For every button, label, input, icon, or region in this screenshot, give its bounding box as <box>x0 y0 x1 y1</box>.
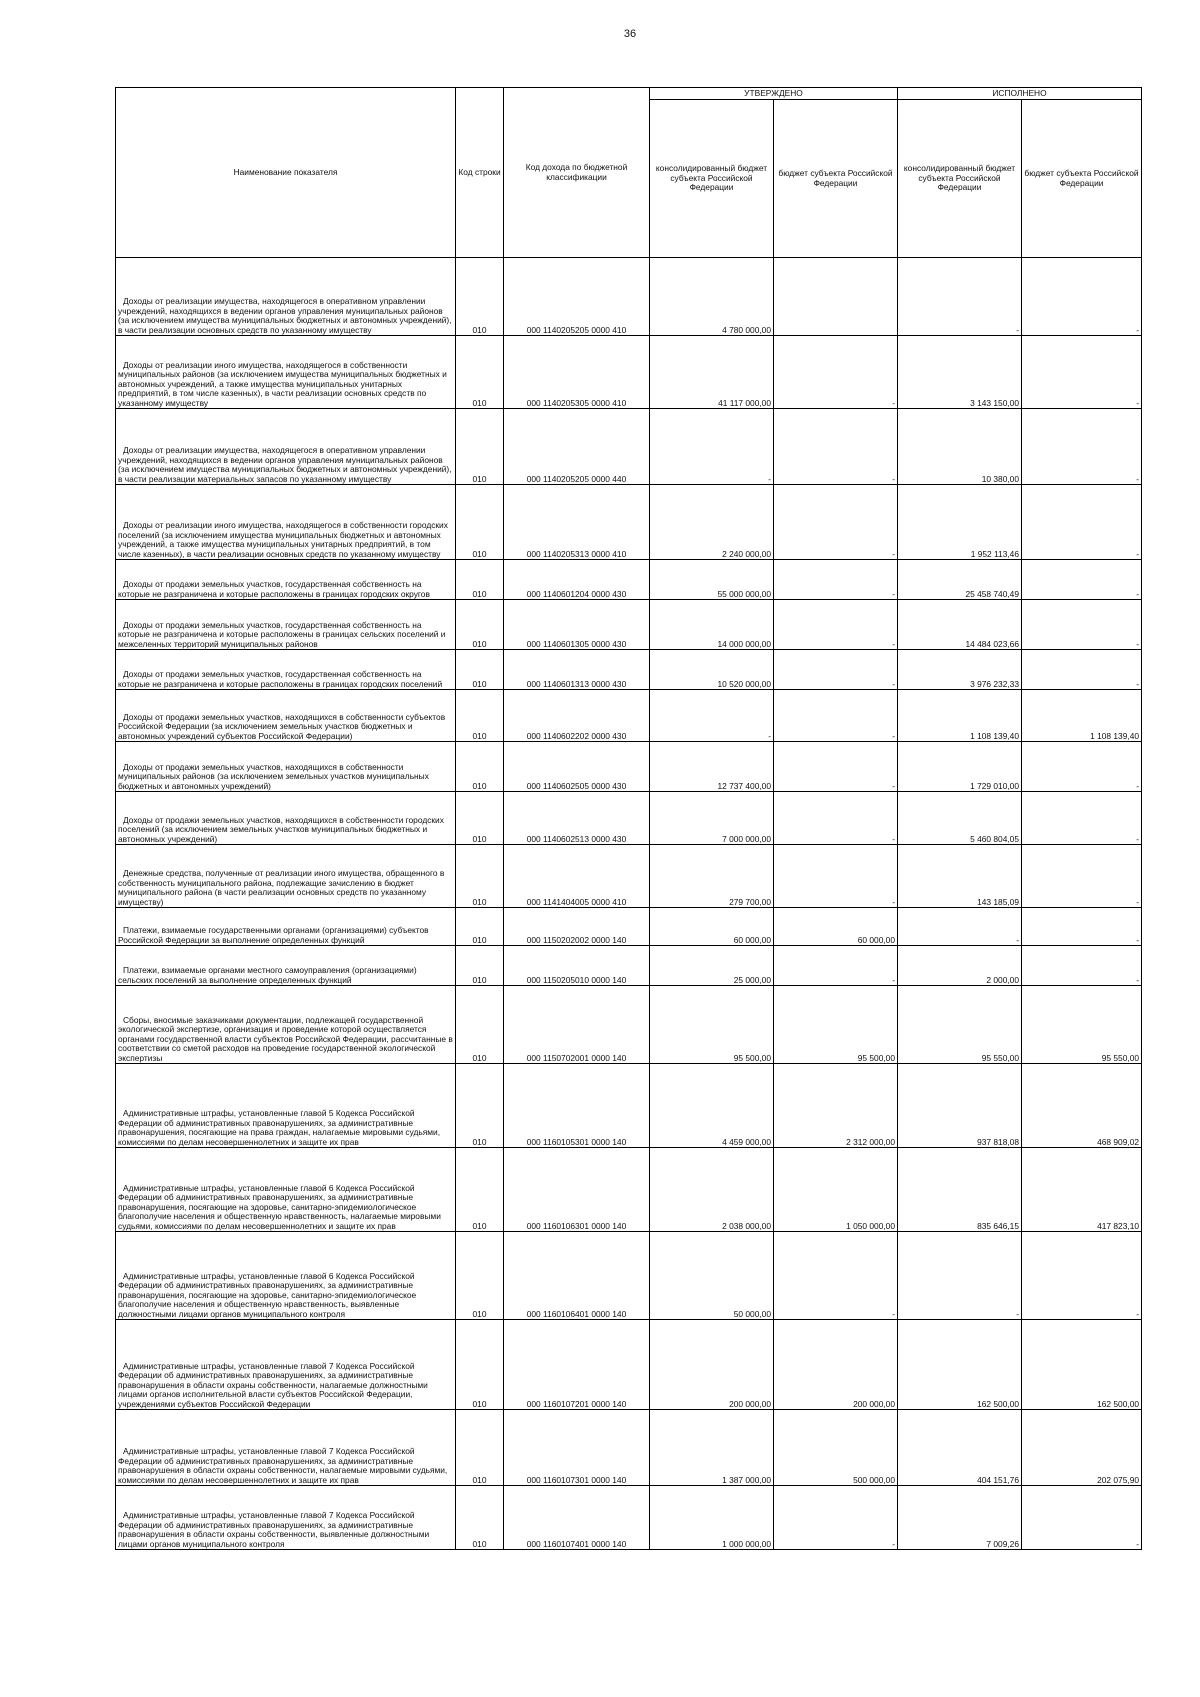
row-code: 010 <box>456 908 504 946</box>
table-row <box>116 946 1142 986</box>
row-executed-subject: - <box>1022 258 1142 336</box>
row-name-text: Доходы от реализации имущества, находящегося в оперативном управлении учреждений, находящихся в ведении органов управления муниципальных районов (за исключением имущества муниципальных бюджетных и автономных учреждений), в части реализации основных средств по указанному имуществу <box>118 296 452 335</box>
row-executed-subject: - <box>1022 409 1142 485</box>
row-income-code: 000 1150702001 0000 140 <box>504 986 650 1064</box>
row-approved-subject: 95 500,00 <box>774 986 898 1064</box>
row-approved-subject: - <box>774 336 898 409</box>
row-executed-consolidated: 937 818,08 <box>898 1064 1022 1148</box>
row-name <box>116 1486 456 1550</box>
table-row <box>116 258 1142 336</box>
table-row <box>116 1320 1142 1410</box>
row-code: 010 <box>456 1148 504 1232</box>
row-approved-subject: - <box>774 485 898 560</box>
row-approved-subject: - <box>774 690 898 742</box>
table-row <box>116 409 1142 485</box>
row-executed-consolidated: 10 380,00 <box>898 409 1022 485</box>
row-income-code: 000 1150205010 0000 140 <box>504 946 650 986</box>
row-income-code: 000 1140601313 0000 430 <box>504 650 650 690</box>
row-income-code: 000 1160107201 0000 140 <box>504 1320 650 1410</box>
row-approved-consolidated: 10 520 000,00 <box>650 650 774 690</box>
table-row <box>116 1148 1142 1232</box>
row-income-code: 000 1140601204 0000 430 <box>504 560 650 600</box>
row-income-code: 000 1160105301 0000 140 <box>504 1064 650 1148</box>
row-code: 010 <box>456 986 504 1064</box>
row-name <box>116 690 456 742</box>
row-code: 010 <box>456 485 504 560</box>
row-name-text: Доходы от реализации имущества, находящегося в оперативном управлении учреждений, находящихся в ведении органов управления муниципальных районов (за исключением имущества муниципальных бюджетных и автономных учреждений), в части реализации материальных запасов по указанному имуществу <box>118 445 452 484</box>
row-approved-subject: - <box>774 560 898 600</box>
row-approved-subject: - <box>774 600 898 650</box>
row-executed-consolidated: 835 646,15 <box>898 1148 1022 1232</box>
table-row <box>116 690 1142 742</box>
row-code: 010 <box>456 742 504 792</box>
table-row <box>116 908 1142 946</box>
row-approved-subject: - <box>774 792 898 845</box>
row-income-code: 000 1150202002 0000 140 <box>504 908 650 946</box>
row-name-text: Платежи, взимаемые органами местного самоуправления (организациями) сельских поселений за выполнение определенных функций <box>118 965 417 985</box>
row-approved-subject: - <box>774 650 898 690</box>
row-income-code: 000 1160107401 0000 140 <box>504 1486 650 1550</box>
table-row <box>116 986 1142 1064</box>
table-row <box>116 1232 1142 1320</box>
row-name <box>116 845 456 908</box>
row-code: 010 <box>456 409 504 485</box>
row-approved-consolidated: 60 000,00 <box>650 908 774 946</box>
row-executed-consolidated: - <box>898 258 1022 336</box>
row-code: 010 <box>456 792 504 845</box>
row-name-text: Сборы, вносимые заказчиками документации, подлежащей государственной экологической экспертизе, организация и проведение которой осуществляется органами государственной власти субъектов Российской Федерации, рассчитанные в соответствии со сметой расходов на проведение государственной экологической экспертизы <box>118 1014 453 1063</box>
row-code: 010 <box>456 845 504 908</box>
row-executed-subject: - <box>1022 336 1142 409</box>
row-executed-consolidated: 162 500,00 <box>898 1320 1022 1410</box>
row-name <box>116 946 456 986</box>
row-approved-subject <box>774 258 898 336</box>
header-group-executed: ИСПОЛНЕНО <box>898 88 1142 100</box>
row-approved-subject: 1 050 000,00 <box>774 1148 898 1232</box>
row-approved-consolidated: 95 500,00 <box>650 986 774 1064</box>
header-executed-subject: бюджет субъекта Российской Федерации <box>1022 100 1142 258</box>
row-approved-subject: 60 000,00 <box>774 908 898 946</box>
row-name-text: Административные штрафы, установленные главой 6 Кодекса Российской Федерации об административных правонарушениях, за административные правонарушения, посягающие на здоровье, санитарно-эпидемиологическое благополучие населения и общественную нравственность, налагаемые мировыми судьями, комиссиями по делам несовершеннолетних и защите их прав <box>118 1182 441 1231</box>
row-name-text: Доходы от продажи земельных участков, государственная собственность на которые не разграничена и которые расположены в границах городских округов <box>118 579 430 599</box>
header-executed-consolidated: консолидированный бюджет субъекта Российской Федерации <box>898 100 1022 258</box>
row-executed-subject: - <box>1022 650 1142 690</box>
row-approved-consolidated: 55 000 000,00 <box>650 560 774 600</box>
row-name <box>116 1410 456 1486</box>
row-approved-consolidated: - <box>650 409 774 485</box>
row-approved-subject: - <box>774 845 898 908</box>
row-name-text: Денежные средства, полученные от реализации иного имущества, обращенного в собственность муниципального района, подлежащие зачислению в бюджет муниципального района (в части реализации основных средств по указанному имуществу) <box>118 868 445 907</box>
row-executed-subject: - <box>1022 485 1142 560</box>
row-approved-consolidated: 4 780 000,00 <box>650 258 774 336</box>
table-row <box>116 1486 1142 1550</box>
header-income-code: Код дохода по бюджетной классификации <box>504 88 650 258</box>
row-name <box>116 336 456 409</box>
row-name-text: Доходы от продажи земельных участков, находящихся в собственности городских поселений (за исключением земельных участков муниципальных бюджетных и автономных учреждений) <box>118 814 444 844</box>
table-row <box>116 1410 1142 1486</box>
row-income-code: 000 1160107301 0000 140 <box>504 1410 650 1486</box>
row-income-code: 000 1140602202 0000 430 <box>504 690 650 742</box>
row-name-text: Доходы от продажи земельных участков, находящихся в собственности муниципальных районов (за исключением земельных участков муниципальных бюджетных и автономных учреждений) <box>118 761 429 791</box>
row-executed-consolidated: - <box>898 1232 1022 1320</box>
row-executed-subject: - <box>1022 1232 1142 1320</box>
row-approved-subject: 200 000,00 <box>774 1320 898 1410</box>
row-executed-consolidated: 3 143 150,00 <box>898 336 1022 409</box>
header-code: Код строки <box>456 88 504 258</box>
row-name <box>116 1064 456 1148</box>
row-approved-consolidated: 50 000,00 <box>650 1232 774 1320</box>
row-code: 010 <box>456 258 504 336</box>
row-approved-consolidated: 2 240 000,00 <box>650 485 774 560</box>
row-executed-consolidated: - <box>898 908 1022 946</box>
row-approved-consolidated: 41 117 000,00 <box>650 336 774 409</box>
row-income-code: 000 1140205313 0000 410 <box>504 485 650 560</box>
row-executed-subject: - <box>1022 560 1142 600</box>
row-approved-consolidated: - <box>650 690 774 742</box>
row-code: 010 <box>456 560 504 600</box>
row-name <box>116 1148 456 1232</box>
row-executed-consolidated: 404 151,76 <box>898 1410 1022 1486</box>
row-income-code: 000 1140205205 0000 440 <box>504 409 650 485</box>
row-code: 010 <box>456 600 504 650</box>
row-approved-subject: - <box>774 1486 898 1550</box>
row-income-code: 000 1141404005 0000 410 <box>504 845 650 908</box>
row-code: 010 <box>456 690 504 742</box>
header-approved-consolidated: консолидированный бюджет субъекта Российской Федерации <box>650 100 774 258</box>
row-executed-consolidated: 1 729 010,00 <box>898 742 1022 792</box>
row-approved-consolidated: 279 700,00 <box>650 845 774 908</box>
row-name <box>116 409 456 485</box>
page-number: 36 <box>623 28 637 40</box>
row-executed-subject: - <box>1022 792 1142 845</box>
row-name-text: Административные штрафы, установленные главой 7 Кодекса Российской Федерации об административных правонарушениях, за административные правонарушения в области охраны собственности, налагаемые мировыми судьями, комиссиями по делам несовершеннолетних и защите их прав <box>118 1446 448 1485</box>
row-executed-subject: 417 823,10 <box>1022 1148 1142 1232</box>
row-name <box>116 742 456 792</box>
row-executed-consolidated: 3 976 232,33 <box>898 650 1022 690</box>
row-approved-consolidated: 2 038 000,00 <box>650 1148 774 1232</box>
row-executed-consolidated: 14 484 023,66 <box>898 600 1022 650</box>
row-executed-consolidated: 1 952 113,46 <box>898 485 1022 560</box>
row-approved-consolidated: 25 000,00 <box>650 946 774 986</box>
row-name-text: Административные штрафы, установленные главой 7 Кодекса Российской Федерации об административных правонарушениях, за административные правонарушения в области охраны собственности, налагаемые должностными лицами органов исполнительной власти субъектов Российской Федерации, учреждениями субъектов Российской Федерации <box>118 1360 428 1409</box>
row-income-code: 000 1160106301 0000 140 <box>504 1148 650 1232</box>
row-executed-subject: - <box>1022 600 1142 650</box>
row-name <box>116 485 456 560</box>
table-body <box>116 258 1142 1550</box>
row-approved-consolidated: 4 459 000,00 <box>650 1064 774 1148</box>
row-approved-subject: - <box>774 409 898 485</box>
row-name <box>116 1232 456 1320</box>
row-name-text: Платежи, взимаемые государственными органами (организациями) субъектов Российской Федерации за выполнение определенных функций <box>118 925 429 945</box>
row-code: 010 <box>456 1232 504 1320</box>
row-name <box>116 908 456 946</box>
row-executed-subject: - <box>1022 742 1142 792</box>
row-executed-consolidated: 7 009,26 <box>898 1486 1022 1550</box>
header-name: Наименование показателя <box>116 88 456 258</box>
row-income-code: 000 1160106401 0000 140 <box>504 1232 650 1320</box>
row-name <box>116 1320 456 1410</box>
row-name <box>116 986 456 1064</box>
table-row <box>116 845 1142 908</box>
row-income-code: 000 1140602505 0000 430 <box>504 742 650 792</box>
table-row <box>116 650 1142 690</box>
row-executed-subject: 468 909,02 <box>1022 1064 1142 1148</box>
row-name <box>116 650 456 690</box>
row-approved-consolidated: 12 737 400,00 <box>650 742 774 792</box>
row-executed-consolidated: 25 458 740,49 <box>898 560 1022 600</box>
row-executed-subject: - <box>1022 946 1142 986</box>
row-executed-consolidated: 95 550,00 <box>898 986 1022 1064</box>
table-row <box>116 485 1142 560</box>
row-executed-subject: 95 550,00 <box>1022 986 1142 1064</box>
row-code: 010 <box>456 336 504 409</box>
row-code: 010 <box>456 650 504 690</box>
row-approved-consolidated: 1 000 000,00 <box>650 1486 774 1550</box>
row-executed-consolidated: 143 185,09 <box>898 845 1022 908</box>
row-income-code: 000 1140205205 0000 410 <box>504 258 650 336</box>
row-approved-subject: - <box>774 1232 898 1320</box>
row-approved-subject: - <box>774 946 898 986</box>
row-code: 010 <box>456 946 504 986</box>
revenue-table <box>115 87 1142 1550</box>
row-approved-consolidated: 1 387 000,00 <box>650 1410 774 1486</box>
row-code: 010 <box>456 1064 504 1148</box>
table-row <box>116 560 1142 600</box>
row-executed-subject: - <box>1022 908 1142 946</box>
row-name <box>116 792 456 845</box>
row-name-text: Доходы от реализации иного имущества, находящегося в собственности городских поселений (за исключением имущества муниципальных бюджетных и автономных учреждений, а также имущества муниципальных унитарных предприятий, в том числе казенных), в части реализации основных средств по указанному имуществу <box>118 520 448 559</box>
row-name-text: Доходы от реализации иного имущества, находящегося в собственности муниципальных районов (за исключением имущества муниципальных бюджетных и автономных учреждений, а также имущества муниципальных унитарных предприятий, в том числе казенных), в части реализации основных средств по указанному имуществу <box>118 359 447 408</box>
row-name-text: Доходы от продажи земельных участков, находящихся в собственности субъектов Российской Федерации (за исключением земельных участков бюджетных и автономных учреждений субъектов Российской Федерации) <box>118 711 446 741</box>
row-name <box>116 560 456 600</box>
table-row <box>116 600 1142 650</box>
row-executed-subject: - <box>1022 845 1142 908</box>
row-executed-subject: - <box>1022 1486 1142 1550</box>
row-approved-consolidated: 7 000 000,00 <box>650 792 774 845</box>
table-row <box>116 742 1142 792</box>
row-executed-subject: 1 108 139,40 <box>1022 690 1142 742</box>
row-name-text: Доходы от продажи земельных участков, государственная собственность на которые не разграничена и которые расположены в границах городских поселений <box>118 669 443 689</box>
row-executed-subject: 162 500,00 <box>1022 1320 1142 1410</box>
row-approved-subject: - <box>774 742 898 792</box>
row-executed-subject: 202 075,90 <box>1022 1410 1142 1486</box>
row-income-code: 000 1140601305 0000 430 <box>504 600 650 650</box>
row-name-text: Административные штрафы, установленные главой 6 Кодекса Российской Федерации об административных правонарушениях, за административные правонарушения, посягающие на здоровье, санитарно-эпидемиологическое благополучие населения и общественную нравственность, выявленные должностными лицами органов муниципального контроля <box>118 1270 417 1319</box>
table-row <box>116 792 1142 845</box>
row-name <box>116 600 456 650</box>
row-approved-consolidated: 200 000,00 <box>650 1320 774 1410</box>
row-name-text: Административные штрафы, установленные главой 5 Кодекса Российской Федерации об административных правонарушениях, за административные правонарушения, посягающие на права граждан, налагаемые мировыми судьями, комиссиями по делам несовершеннолетних и защите их прав <box>118 1108 441 1147</box>
header-approved-subject: бюджет субъекта Российской Федерации <box>774 100 898 258</box>
table-header <box>116 88 1142 258</box>
row-name <box>116 258 456 336</box>
row-name-text: Административные штрафы, установленные главой 7 Кодекса Российской Федерации об административных правонарушениях, за административные правонарушения в области охраны собственности, выявленные должностными лицами органов муниципального контроля <box>118 1510 430 1549</box>
row-name-text: Доходы от продажи земельных участков, государственная собственность на которые не разграничена и которые расположены в границах сельских поселений и межселенных территорий муниципальных районов <box>118 619 446 649</box>
row-code: 010 <box>456 1410 504 1486</box>
row-executed-consolidated: 5 460 804,05 <box>898 792 1022 845</box>
row-income-code: 000 1140205305 0000 410 <box>504 336 650 409</box>
header-group-approved: УТВЕРЖДЕНО <box>650 88 898 100</box>
row-code: 010 <box>456 1486 504 1550</box>
row-approved-subject: 2 312 000,00 <box>774 1064 898 1148</box>
table-row <box>116 336 1142 409</box>
row-code: 010 <box>456 1320 504 1410</box>
row-approved-consolidated: 14 000 000,00 <box>650 600 774 650</box>
row-executed-consolidated: 1 108 139,40 <box>898 690 1022 742</box>
row-income-code: 000 1140602513 0000 430 <box>504 792 650 845</box>
row-executed-consolidated: 2 000,00 <box>898 946 1022 986</box>
row-approved-subject: 500 000,00 <box>774 1410 898 1486</box>
table-row <box>116 1064 1142 1148</box>
